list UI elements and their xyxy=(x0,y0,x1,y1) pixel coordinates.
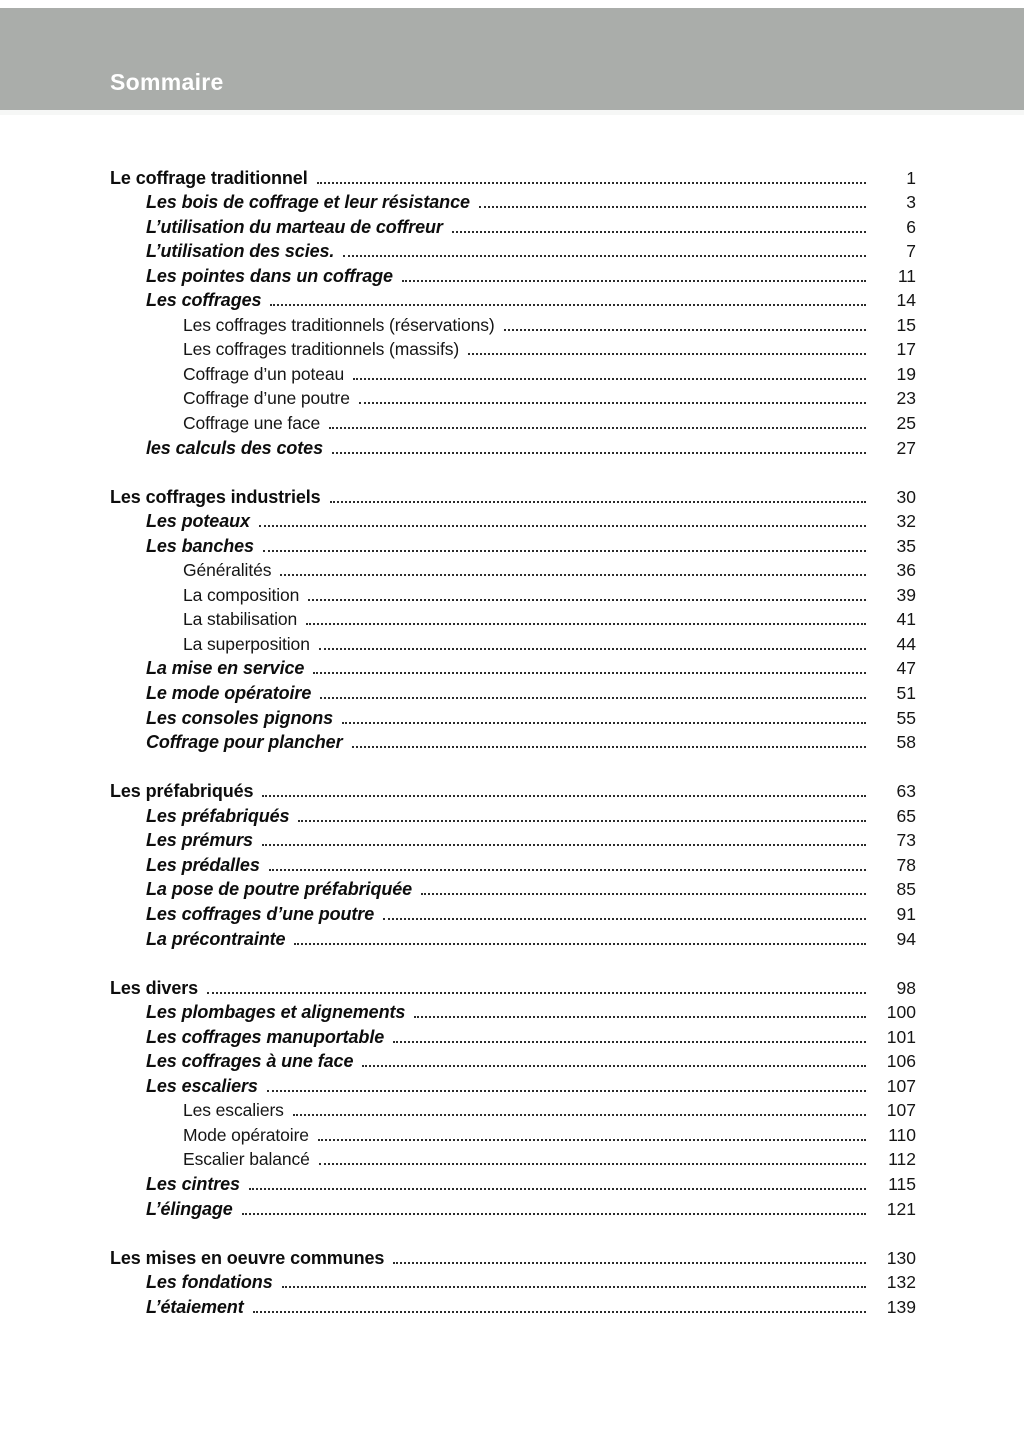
toc-entry-page: 98 xyxy=(896,977,916,998)
toc-entry xyxy=(110,1269,916,1294)
dot-leader xyxy=(393,1262,866,1264)
toc-entry-label: Les coffrages industriels xyxy=(110,486,321,507)
toc-entry-page: 35 xyxy=(896,535,916,556)
toc-entry xyxy=(110,729,916,754)
toc-entry-page: 27 xyxy=(896,437,916,458)
dot-leader xyxy=(269,869,866,871)
dot-leader xyxy=(207,992,866,994)
page-title: Sommaire xyxy=(110,69,224,95)
toc-entry-label: L’élingage xyxy=(146,1198,233,1219)
toc-entry-page: 85 xyxy=(896,879,916,900)
toc-entry-page: 47 xyxy=(896,658,916,679)
toc-entry-label: Les prédalles xyxy=(146,854,260,875)
dot-leader xyxy=(319,648,866,650)
toc-entry-label: La mise en service xyxy=(146,658,305,679)
dot-leader xyxy=(294,943,866,945)
toc-entry xyxy=(110,238,916,263)
toc-entry xyxy=(110,508,916,533)
dot-leader xyxy=(393,1041,866,1043)
dot-leader xyxy=(353,378,866,380)
dot-leader xyxy=(330,501,866,503)
toc-entry-label: La superposition xyxy=(183,633,310,654)
dot-leader xyxy=(318,1139,866,1141)
toc-entry-label: Les escaliers xyxy=(146,1075,258,1096)
toc-entry-label: Les poteaux xyxy=(146,511,250,532)
toc-entry-label: Les coffrages xyxy=(146,290,262,311)
table-of-contents xyxy=(110,164,916,1318)
toc-entry xyxy=(110,164,916,189)
toc-entry-page: 107 xyxy=(886,1075,916,1096)
toc-entry-page: 30 xyxy=(896,486,916,507)
toc-entry xyxy=(110,999,916,1024)
dot-leader xyxy=(452,231,866,233)
toc-entry xyxy=(110,974,916,999)
toc-entry-label: Les mises en oeuvre communes xyxy=(110,1247,385,1268)
toc-entry-page: 7 xyxy=(906,241,916,262)
toc-entry-page: 73 xyxy=(896,830,916,851)
dot-leader xyxy=(317,182,866,184)
toc-entry-page: 139 xyxy=(886,1296,916,1317)
toc-entry-page: 65 xyxy=(896,805,916,826)
toc-entry-page: 51 xyxy=(896,683,916,704)
toc-entry-page: 107 xyxy=(886,1100,916,1121)
toc-entry-label: La composition xyxy=(183,584,300,605)
dot-leader xyxy=(280,574,866,576)
toc-entry xyxy=(110,189,916,214)
dot-leader xyxy=(262,795,866,797)
toc-entry xyxy=(110,532,916,557)
toc-entry xyxy=(110,630,916,655)
dot-leader xyxy=(402,280,866,282)
toc-entry-page: 121 xyxy=(886,1198,916,1219)
dot-leader xyxy=(293,1114,866,1116)
toc-entry xyxy=(110,1023,916,1048)
toc-entry xyxy=(110,336,916,361)
dot-leader xyxy=(308,599,866,601)
dot-leader xyxy=(383,918,866,920)
toc-entry-page: 17 xyxy=(896,339,916,360)
toc-entry xyxy=(110,827,916,852)
toc-entry xyxy=(110,1146,916,1171)
dot-leader xyxy=(319,1163,866,1165)
toc-entry xyxy=(110,679,916,704)
toc-entry-label: Coffrage une face xyxy=(183,413,321,434)
dot-leader xyxy=(359,402,866,404)
dot-leader xyxy=(282,1286,866,1288)
dot-leader xyxy=(414,1016,866,1018)
toc-entry xyxy=(110,1293,916,1318)
toc-entry-page: 25 xyxy=(896,413,916,434)
toc-entry xyxy=(110,557,916,582)
toc-entry xyxy=(110,876,916,901)
toc-entry xyxy=(110,483,916,508)
toc-entry-label: L’utilisation du marteau de coffreur xyxy=(146,216,443,237)
toc-entry-page: 11 xyxy=(897,265,916,286)
toc-section xyxy=(110,778,916,950)
toc-entry-label: Les préfabriqués xyxy=(110,781,254,802)
toc-entry-label: La stabilisation xyxy=(183,609,298,630)
toc-entry xyxy=(110,900,916,925)
toc-entry-label: Mode opératoire xyxy=(183,1124,309,1145)
toc-entry-label: Les coffrages traditionnels (réservations) xyxy=(183,314,495,335)
toc-entry-page: 94 xyxy=(896,928,916,949)
toc-entry xyxy=(110,1048,916,1073)
toc-entry-label: Les coffrages manuportable xyxy=(146,1026,385,1047)
toc-entry-page: 3 xyxy=(906,192,916,213)
toc-entry xyxy=(110,606,916,631)
toc-entry-page: 63 xyxy=(896,781,916,802)
toc-section xyxy=(110,974,916,1219)
toc-entry xyxy=(110,213,916,238)
toc-entry-page: 41 xyxy=(896,609,916,630)
dot-leader xyxy=(421,893,866,895)
toc-entry-label: Les pointes dans un coffrage xyxy=(146,265,393,286)
toc-entry-page: 36 xyxy=(896,560,916,581)
toc-entry-label: Coffrage d’une poutre xyxy=(183,388,350,409)
toc-entry-page: 32 xyxy=(896,511,916,532)
toc-entry-page: 1 xyxy=(906,167,916,188)
toc-entry xyxy=(110,581,916,606)
dot-leader xyxy=(253,1311,866,1313)
toc-entry xyxy=(110,802,916,827)
toc-entry-label: Coffrage d’un poteau xyxy=(183,363,345,384)
toc-entry-page: 15 xyxy=(896,314,916,335)
toc-entry-page: 91 xyxy=(896,903,916,924)
dot-leader xyxy=(329,427,866,429)
toc-entry xyxy=(110,311,916,336)
toc-entry xyxy=(110,704,916,729)
toc-entry-page: 110 xyxy=(888,1124,916,1145)
toc-section xyxy=(110,164,916,459)
toc-entry-label: les calculs des cotes xyxy=(146,437,324,458)
dot-leader xyxy=(259,525,866,527)
dot-leader xyxy=(320,697,866,699)
toc-entry-page: 23 xyxy=(896,388,916,409)
toc-entry-label: Les divers xyxy=(110,977,199,998)
toc-entry xyxy=(110,360,916,385)
toc-entry xyxy=(110,385,916,410)
toc-entry-label: Escalier balancé xyxy=(183,1149,310,1170)
toc-entry xyxy=(110,1097,916,1122)
toc-entry-label: Le mode opératoire xyxy=(146,683,312,704)
toc-entry-page: 6 xyxy=(906,216,916,237)
toc-entry-page: 100 xyxy=(886,1002,916,1023)
dot-leader xyxy=(479,206,866,208)
toc-entry xyxy=(110,434,916,459)
toc-entry-page: 132 xyxy=(886,1272,916,1293)
dot-leader xyxy=(313,672,866,674)
toc-entry xyxy=(110,1072,916,1097)
toc-entry-page: 106 xyxy=(886,1051,916,1072)
toc-entry xyxy=(110,1244,916,1269)
toc-entry-label: Les escaliers xyxy=(183,1100,284,1121)
toc-entry-label: Les banches xyxy=(146,535,254,556)
toc-entry-label: Les coffrages d’une poutre xyxy=(146,903,375,924)
dot-leader xyxy=(262,844,866,846)
dot-leader xyxy=(343,255,866,257)
dot-leader xyxy=(362,1065,866,1067)
toc-entry xyxy=(110,655,916,680)
toc-entry-label: Les cintres xyxy=(146,1173,240,1194)
toc-entry-label: Les prémurs xyxy=(146,830,253,851)
toc-entry-page: 55 xyxy=(896,707,916,728)
toc-entry-label: L’étaiement xyxy=(146,1296,244,1317)
toc-entry xyxy=(110,1195,916,1220)
dot-leader xyxy=(270,304,866,306)
toc-entry-label: Le coffrage traditionnel xyxy=(110,167,308,188)
toc-entry-page: 78 xyxy=(896,854,916,875)
toc-entry-page: 101 xyxy=(886,1026,916,1047)
toc-entry-page: 14 xyxy=(896,290,916,311)
dot-leader xyxy=(263,550,866,552)
toc-entry-page: 19 xyxy=(896,363,916,384)
toc-entry-label: Les plombages et alignements xyxy=(146,1002,406,1023)
toc-entry xyxy=(110,1170,916,1195)
toc-entry xyxy=(110,778,916,803)
header-band xyxy=(0,8,1024,115)
dot-leader xyxy=(242,1213,866,1215)
dot-leader xyxy=(267,1090,866,1092)
toc-entry xyxy=(110,925,916,950)
dot-leader xyxy=(298,820,866,822)
toc-entry-label: Les fondations xyxy=(146,1272,273,1293)
toc-entry-label: La pose de poutre préfabriquée xyxy=(146,879,413,900)
dot-leader xyxy=(249,1188,866,1190)
toc-entry-label: Les bois de coffrage et leur résistance xyxy=(146,192,470,213)
toc-entry xyxy=(110,1121,916,1146)
toc-entry-label: Coffrage pour plancher xyxy=(146,732,343,753)
toc-entry-label: Les coffrages à une face xyxy=(146,1051,354,1072)
toc-entry-label: La précontrainte xyxy=(146,928,286,949)
toc-entry xyxy=(110,409,916,434)
dot-leader xyxy=(504,329,866,331)
dot-leader xyxy=(342,722,866,724)
dot-leader xyxy=(468,353,866,355)
toc-entry-label: Les préfabriqués xyxy=(146,805,290,826)
toc-entry xyxy=(110,851,916,876)
toc-section xyxy=(110,483,916,753)
dot-leader xyxy=(352,746,867,748)
toc-entry-page: 44 xyxy=(896,633,916,654)
toc-entry-page: 39 xyxy=(896,584,916,605)
toc-entry-page: 115 xyxy=(888,1173,916,1194)
toc-entry-label: Généralités xyxy=(183,560,272,581)
toc-section xyxy=(110,1244,916,1318)
toc-entry-label: L’utilisation des scies. xyxy=(146,241,335,262)
dot-leader xyxy=(332,452,866,454)
toc-entry-label: Les consoles pignons xyxy=(146,707,334,728)
toc-entry-page: 58 xyxy=(896,732,916,753)
toc-entry xyxy=(110,262,916,287)
toc-entry-page: 112 xyxy=(888,1149,916,1170)
toc-entry-label: Les coffrages traditionnels (massifs) xyxy=(183,339,460,360)
dot-leader xyxy=(306,623,866,625)
toc-entry xyxy=(110,287,916,312)
toc-entry-page: 130 xyxy=(886,1247,916,1268)
